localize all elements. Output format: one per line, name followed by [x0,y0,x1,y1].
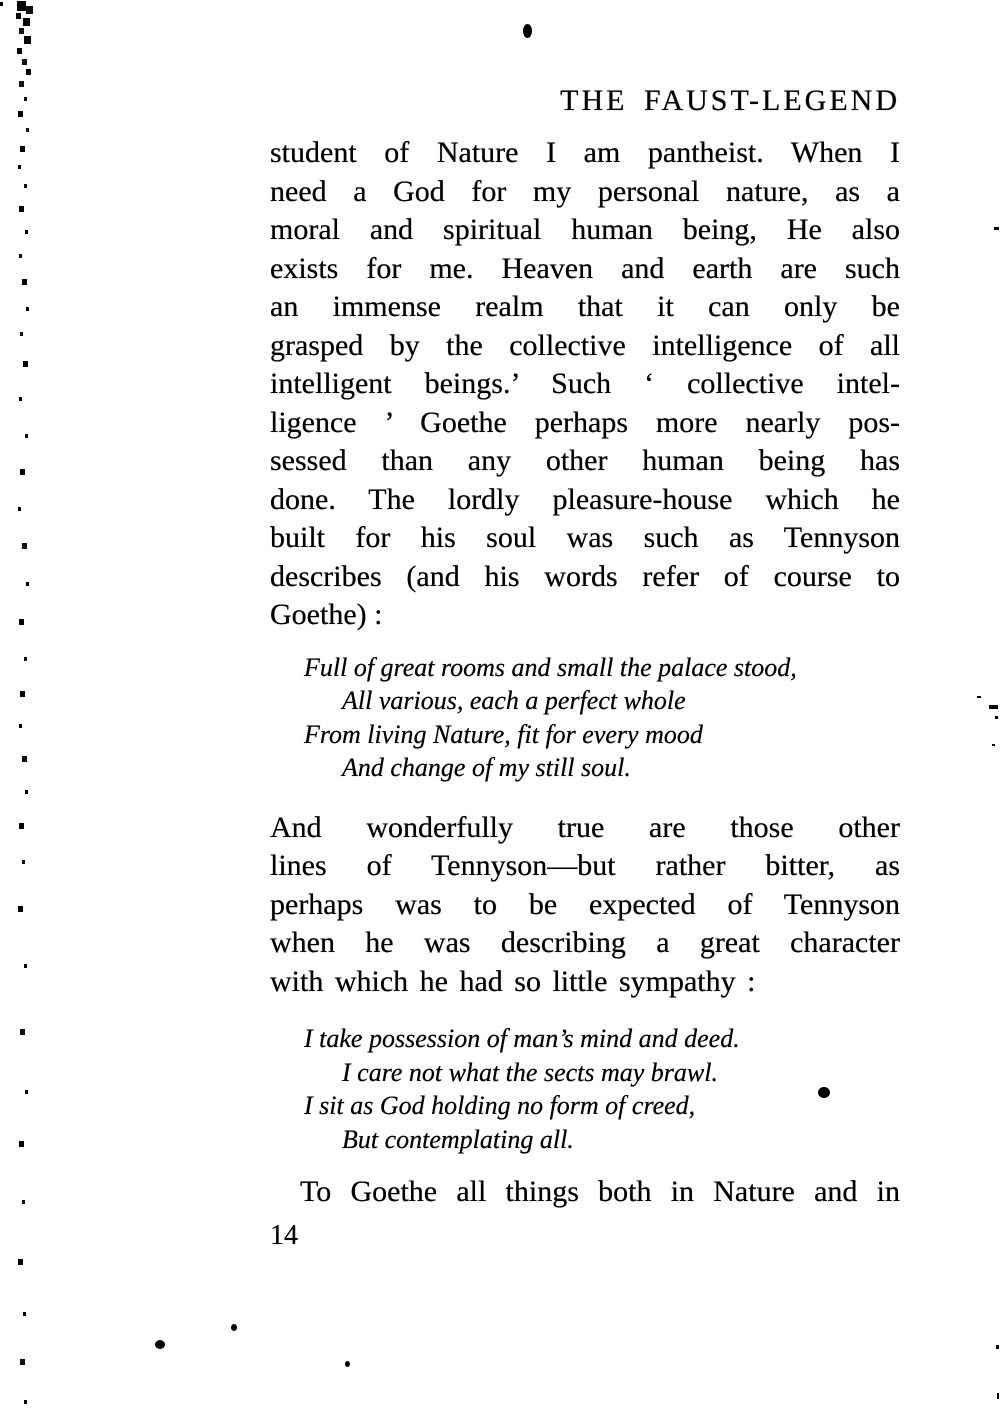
text-line: an immense realm that it can only be [270,290,900,323]
text-line: To Goethe all things both in Nature and in [300,1175,900,1208]
text-line: ligence ’ Goethe perhaps more nearly pos- [270,405,900,439]
binding-edge-scan-noise [0,2,3,6]
text-line: built for his soul was such as Tennyson [270,521,900,554]
scan-speck [997,1393,999,1399]
verse-quote-tennyson-2 [270,1022,900,1156]
scan-speck [992,744,995,746]
scan-speck [995,716,998,719]
text-line: Goethe) : [270,598,383,631]
verse-line: From living Nature, fit for every mood [304,719,703,749]
text-line: sessed than any other human being has [270,444,900,477]
verse-line: All various, each a perfect whole [342,686,686,715]
scan-speck [994,227,999,230]
ink-spot [523,24,532,38]
running-header: THE FAUST-LEGEND [560,84,900,117]
text-line: need a God for my personal nature, as a [270,174,900,208]
text-line: moral and spiritual human being, He also [270,213,900,246]
scan-speck [996,1345,999,1349]
verse-line: I sit as God holding no form of creed, [304,1091,696,1120]
text-line: And wonderfully true are those other [270,810,900,844]
paragraph [270,1173,900,1212]
text-line: intelligent beings.’ Such ‘ collective intel- [270,367,900,400]
text-line: done. The lordly pleasure-house which he [270,482,900,516]
ink-spot [155,1340,165,1349]
paragraph [270,809,900,1002]
text-line: exists for me. Heaven and earth are such [270,251,900,285]
verse-line: And change of my still soul. [342,753,631,782]
verse-line: Full of great rooms and small the palace stood, [304,652,797,682]
ink-spot [231,1324,237,1331]
verse-line: I care not what the sects may brawl. [342,1057,718,1087]
text-line: student of Nature I am pantheist. When I [270,136,900,169]
text-column [270,134,900,1254]
verse-line: I take possession of man’s mind and deed. [304,1024,740,1053]
scan-speck [989,705,998,709]
page-number: 14 [270,1219,298,1251]
paragraph [270,134,900,635]
text-line: grasped by the collective intelligence of all [270,328,900,362]
verse-line: But contemplating all. [342,1124,574,1154]
scan-speck [977,696,981,698]
text-line: lines of Tennyson—but rather bitter, as [270,849,900,882]
text-line: describes (and his words refer of course to [270,559,900,593]
text-line: with which he had so little sympathy : [270,964,756,998]
verse-quote-tennyson-1 [270,651,900,785]
text-line: perhaps was to be expected of Tennyson [270,887,900,921]
ink-spot [345,1361,350,1367]
text-line: when he was describing a great character [270,926,900,959]
